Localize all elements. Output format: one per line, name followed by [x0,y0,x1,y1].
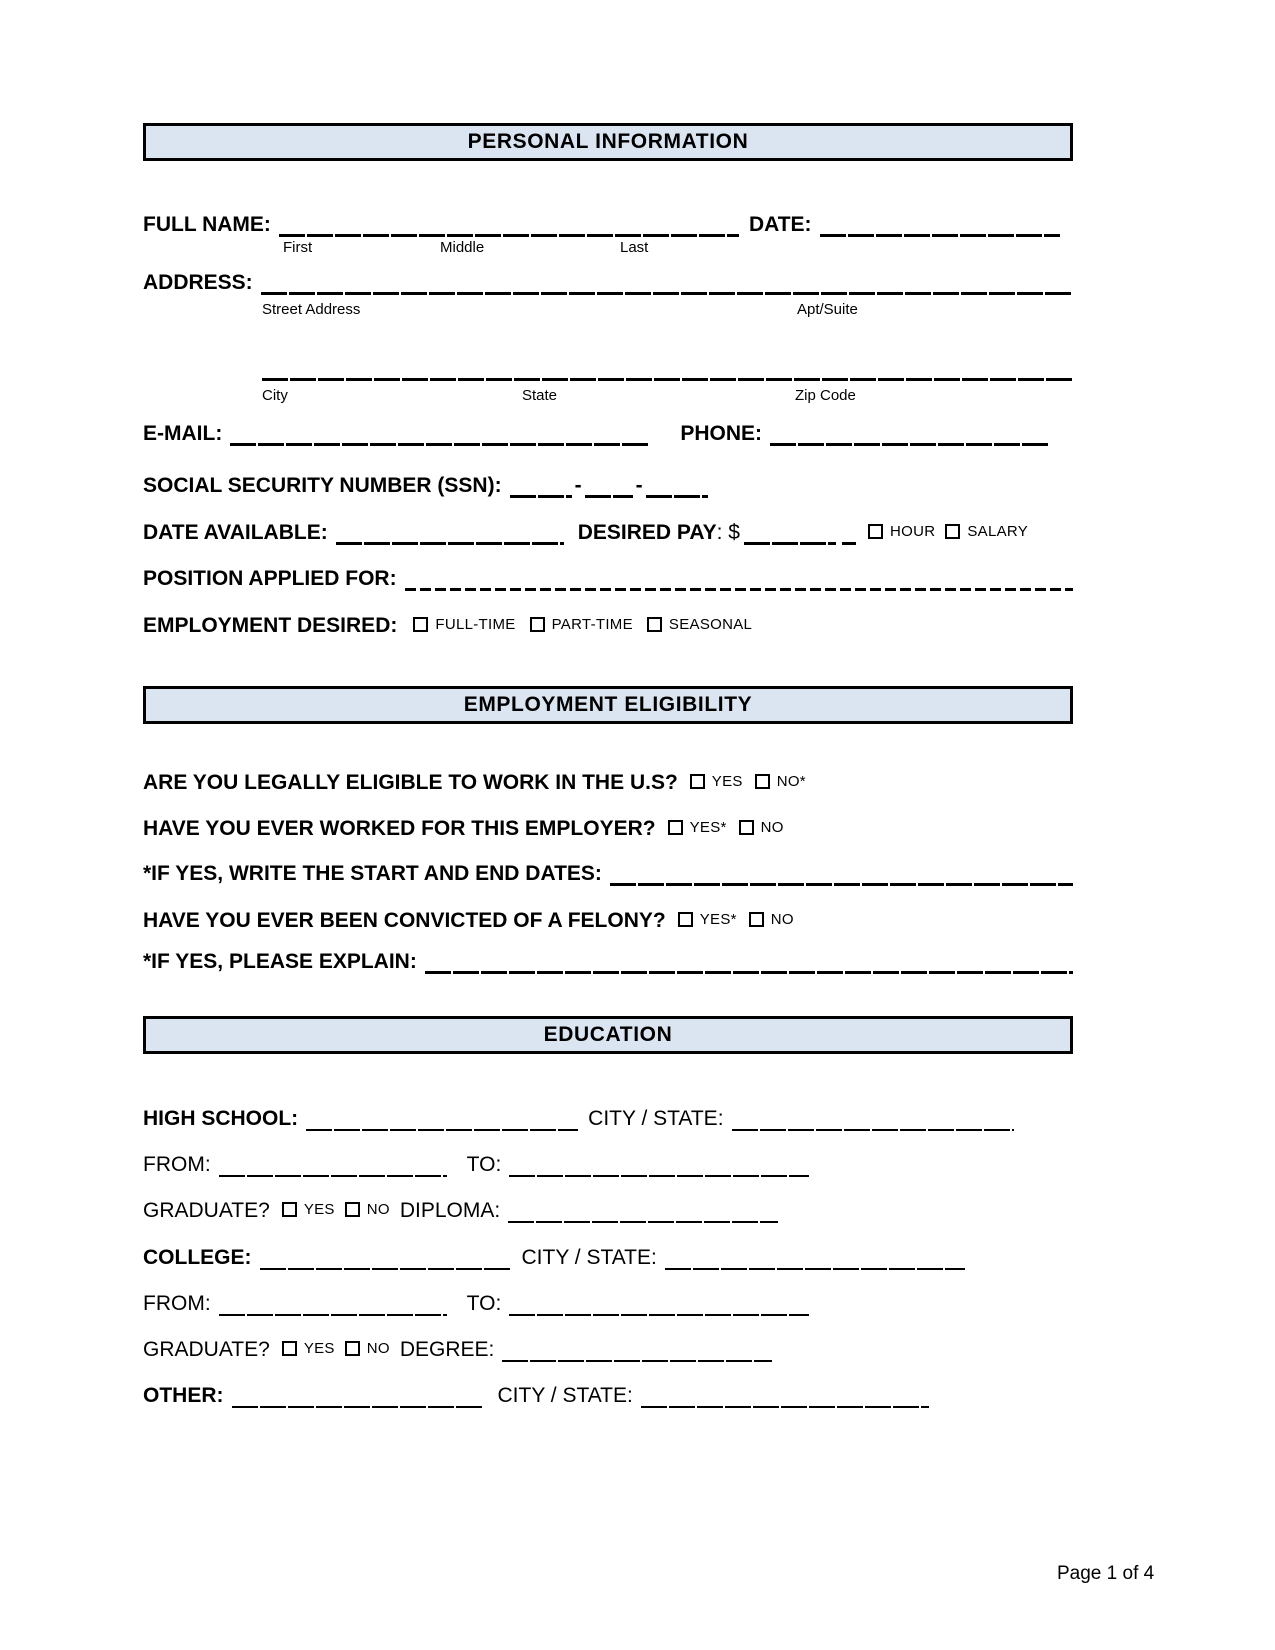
eligible-to-work-question: ARE YOU LEGALLY ELIGIBLE TO WORK IN THE U.S? [143,771,678,794]
worked-yes-label: YES* [689,819,727,836]
employment-eligibility-section-header [143,686,1073,724]
ssn-field-part1[interactable] [510,473,572,498]
college-graduate-yes-checkbox[interactable] [282,1341,297,1356]
felony-question: HAVE YOU EVER BEEN CONVICTED OF A FELONY? [143,909,666,932]
ssn-separator: - [574,474,582,497]
worked-yes-checkbox[interactable] [668,820,683,835]
felony-yes-label: YES* [699,911,737,928]
email-phone-row [143,421,1073,446]
college-graduate-row [143,1336,1073,1362]
phone-label: PHONE: [680,422,763,445]
please-explain-label: *IF YES, PLEASE EXPLAIN: [143,950,417,973]
last-caption: Last [620,239,649,256]
date-available-label: DATE AVAILABLE: [143,521,328,544]
desired-pay-currency: : $ [716,521,740,544]
salary-option [945,519,1028,544]
address-captions-row [143,301,1073,319]
position-applied-row [143,566,1073,591]
hour-checkbox[interactable] [868,524,883,539]
desired-pay-field-tail[interactable] [842,520,856,545]
eligible-no-label: NO* [776,773,806,790]
ssn-field-part2[interactable] [585,473,633,498]
high-school-label: HIGH SCHOOL: [143,1107,299,1130]
seasonal-option-label: SEASONAL [668,616,753,633]
hs-graduate-yes-checkbox[interactable] [282,1202,297,1217]
address-label: ADDRESS: [143,271,253,294]
college-dates-row [143,1291,1073,1316]
college-graduate-yes-option [282,1336,335,1361]
felony-no-label: NO [770,911,794,928]
worked-no-option [739,815,784,840]
diploma-label: DIPLOMA: [399,1199,501,1222]
employment-desired-label: EMPLOYMENT DESIRED: [143,614,398,637]
hs-graduate-no-checkbox[interactable] [345,1202,360,1217]
worked-no-checkbox[interactable] [739,820,754,835]
full-time-option-label: FULL-TIME [435,616,516,633]
first-caption: First [283,239,313,256]
street-address-field[interactable] [261,270,1073,295]
email-field[interactable] [230,421,650,446]
date-available-pay-row [143,519,1073,545]
ssn-row [143,473,1073,498]
date-available-field[interactable] [336,520,564,545]
college-field[interactable] [260,1245,510,1270]
high-school-from-field[interactable] [219,1152,447,1177]
section-title: PERSONAL INFORMATION [467,130,749,153]
page-number: Page 1 of 4 [1057,1563,1155,1584]
ssn-field-part3[interactable] [646,473,708,498]
ssn-label: SOCIAL SECURITY NUMBER (SSN): [143,474,502,497]
high-school-to-field[interactable] [509,1152,809,1177]
personal-information-section-header [143,123,1073,161]
other-field[interactable] [232,1383,484,1408]
seasonal-checkbox[interactable] [647,617,662,632]
full-time-option [413,612,515,637]
salary-option-label: SALARY [967,523,1029,540]
other-city-state-field[interactable] [641,1383,929,1408]
degree-field[interactable] [502,1337,772,1362]
to-label: TO: [466,1153,502,1176]
other-education-row [143,1383,1073,1408]
felony-row [143,907,1073,933]
felony-yes-option [678,907,737,932]
hs-graduate-yes-label: YES [303,1201,335,1218]
salary-checkbox[interactable] [945,524,960,539]
date-label: DATE: [748,213,812,236]
diploma-field[interactable] [508,1198,778,1223]
college-to-field[interactable] [509,1291,809,1316]
employment-desired-row [143,612,1073,638]
eligible-yes-option [690,769,743,794]
state-caption: State [522,387,558,404]
full-name-field[interactable] [279,212,739,237]
desired-pay-field[interactable] [744,520,836,545]
eligible-no-option [755,769,806,794]
start-end-dates-label: *IF YES, WRITE THE START AND END DATES: [143,862,602,885]
part-time-option [530,612,633,637]
college-graduate-no-option [345,1336,390,1361]
middle-caption: Middle [440,239,485,256]
date-field[interactable] [820,212,1060,237]
worked-yes-option [668,815,727,840]
city-state-label: CITY / STATE: [588,1107,724,1130]
please-explain-row [143,949,1073,974]
name-captions-row [143,239,1073,257]
eligible-yes-label: YES [711,773,743,790]
hour-option [868,519,935,544]
hs-graduate-no-option [345,1197,390,1222]
graduate-label: GRADUATE? [143,1338,270,1361]
hs-graduate-no-label: NO [366,1201,390,1218]
from-label: FROM: [143,1153,211,1176]
street-address-caption: Street Address [262,301,361,318]
part-time-checkbox[interactable] [530,617,545,632]
city-state-label: CITY / STATE: [497,1384,633,1407]
zip-code-caption: Zip Code [795,387,856,404]
form-content [143,0,1073,1408]
full-name-row [143,212,1073,237]
position-applied-field[interactable] [405,566,1073,591]
degree-label: DEGREE: [399,1338,495,1361]
from-label: FROM: [143,1292,211,1315]
city-state-zip-captions-row [143,387,1073,405]
start-end-dates-field[interactable] [610,861,1073,886]
eligible-yes-checkbox[interactable] [690,774,705,789]
eligible-no-checkbox[interactable] [755,774,770,789]
college-graduate-no-checkbox[interactable] [345,1341,360,1356]
college-from-field[interactable] [219,1291,447,1316]
position-applied-label: POSITION APPLIED FOR: [143,567,397,590]
graduate-label: GRADUATE? [143,1199,270,1222]
hour-option-label: HOUR [889,523,936,540]
high-school-graduate-row [143,1197,1073,1223]
education-section-header [143,1016,1073,1054]
felony-no-option [749,907,794,932]
eligible-to-work-row [143,769,1073,795]
section-title: EMPLOYMENT ELIGIBILITY [463,693,753,716]
felony-yes-checkbox[interactable] [678,912,693,927]
address-row [143,270,1073,295]
address-line2-row [143,356,1073,381]
city-state-label: CITY / STATE: [521,1246,657,1269]
worked-no-label: NO [760,819,784,836]
to-label: TO: [466,1292,502,1315]
felony-no-checkbox[interactable] [749,912,764,927]
hs-graduate-yes-option [282,1197,335,1222]
full-time-checkbox[interactable] [413,617,428,632]
apt-suite-caption: Apt/Suite [797,301,858,318]
college-graduate-yes-label: YES [303,1340,335,1357]
college-graduate-no-label: NO [366,1340,390,1357]
high-school-field[interactable] [306,1106,578,1131]
seasonal-option [647,612,752,637]
worked-for-employer-row [143,815,1073,841]
email-label: E-MAIL: [143,422,223,445]
full-name-label: FULL NAME: [143,213,271,236]
other-label: OTHER: [143,1384,224,1407]
section-title: EDUCATION [543,1023,673,1046]
college-label: COLLEGE: [143,1246,252,1269]
ssn-separator: - [635,474,643,497]
city-caption: City [262,387,288,404]
college-row [143,1245,1073,1270]
part-time-option-label: PART-TIME [551,616,633,633]
high-school-dates-row [143,1152,1073,1177]
phone-field[interactable] [770,421,1050,446]
desired-pay-label: DESIRED PAY [577,521,717,544]
high-school-row [143,1106,1073,1131]
please-explain-field[interactable] [425,949,1073,974]
high-school-city-state-field[interactable] [732,1106,1014,1131]
start-end-dates-row [143,861,1073,886]
worked-for-employer-question: HAVE YOU EVER WORKED FOR THIS EMPLOYER? [143,817,656,840]
college-city-state-field[interactable] [665,1245,965,1270]
city-state-zip-field[interactable] [262,356,1073,381]
